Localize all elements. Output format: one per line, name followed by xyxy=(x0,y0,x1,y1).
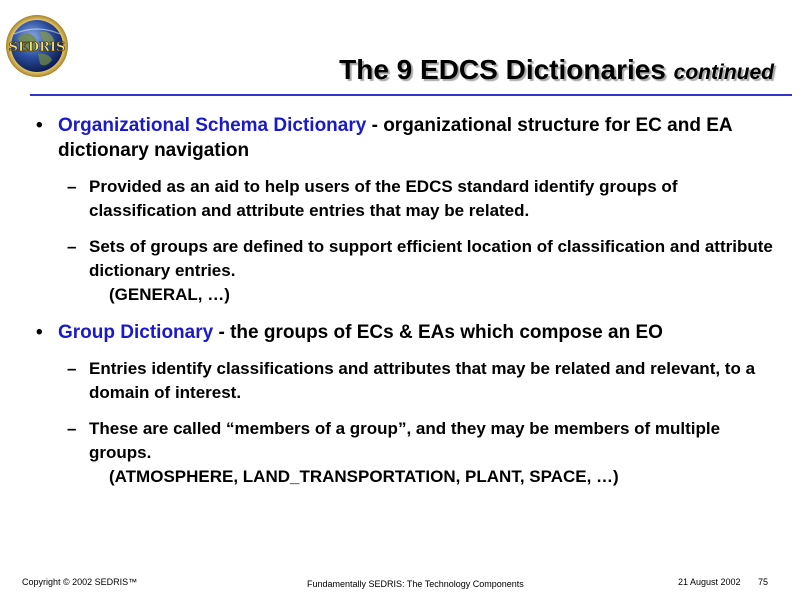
slide-content xyxy=(0,113,800,489)
sub-bullet-entries-identify xyxy=(67,357,779,405)
sub-bullet-text: Sets of groups are defined to support efficient location of classification and attribute dictionary entries. xyxy=(89,237,773,280)
term-organizational-schema-dictionary: Organizational Schema Dictionary xyxy=(58,115,367,136)
slide-title xyxy=(339,52,774,91)
title-divider xyxy=(30,94,792,96)
slide-title-main: The 9 EDCS Dictionaries xyxy=(339,54,666,85)
bullet-description: - the groups of ECs & EAs which compose an EO xyxy=(213,322,663,343)
svg-text:SEDRIS: SEDRIS xyxy=(8,40,66,55)
footer-copyright: Copyright © 2002 SEDRIS™ xyxy=(22,577,138,587)
sub-bullet-text: Entries identify classifications and attributes that may be related and relevant, to a domain of interest. xyxy=(89,359,756,402)
bullet-description: - organizational structure for EC and EA dictionary navigation xyxy=(58,115,732,161)
bullet-group-dictionary xyxy=(36,320,778,345)
bullet-organizational-schema-dictionary xyxy=(36,113,778,163)
sedris-globe-logo-icon xyxy=(4,4,70,88)
sub-bullet-text: These are called “members of a group”, and they may be members of multiple groups. xyxy=(89,419,721,462)
sub-bullet-members-of-group xyxy=(67,417,779,489)
example-list: (ATMOSPHERE, LAND_TRANSPORTATION, PLANT, SPACE, …) xyxy=(109,467,619,486)
bullet-marker: • xyxy=(36,322,43,343)
sedris-logo xyxy=(4,4,70,88)
sub-bullet-sets-of-groups xyxy=(67,235,779,307)
dash-marker: – xyxy=(67,237,77,256)
sub-bullet-provided-as-aid xyxy=(67,175,779,223)
example-list: (GENERAL, …) xyxy=(109,285,230,304)
footer-course-title: Fundamentally SEDRIS: The Technology Components xyxy=(307,579,524,589)
term-group-dictionary: Group Dictionary xyxy=(58,322,214,343)
footer-date: 21 August 2002 xyxy=(678,577,741,587)
sub-bullet-text: Provided as an aid to help users of the EDCS standard identify groups of classification and attribute entries that may be related. xyxy=(89,177,678,220)
bullet-marker: • xyxy=(36,115,43,136)
footer-page-number: 75 xyxy=(758,577,769,587)
slide-title-continued: continued xyxy=(673,61,774,84)
dash-marker: – xyxy=(67,359,77,378)
dash-marker: – xyxy=(67,419,77,438)
dash-marker: – xyxy=(67,177,77,196)
